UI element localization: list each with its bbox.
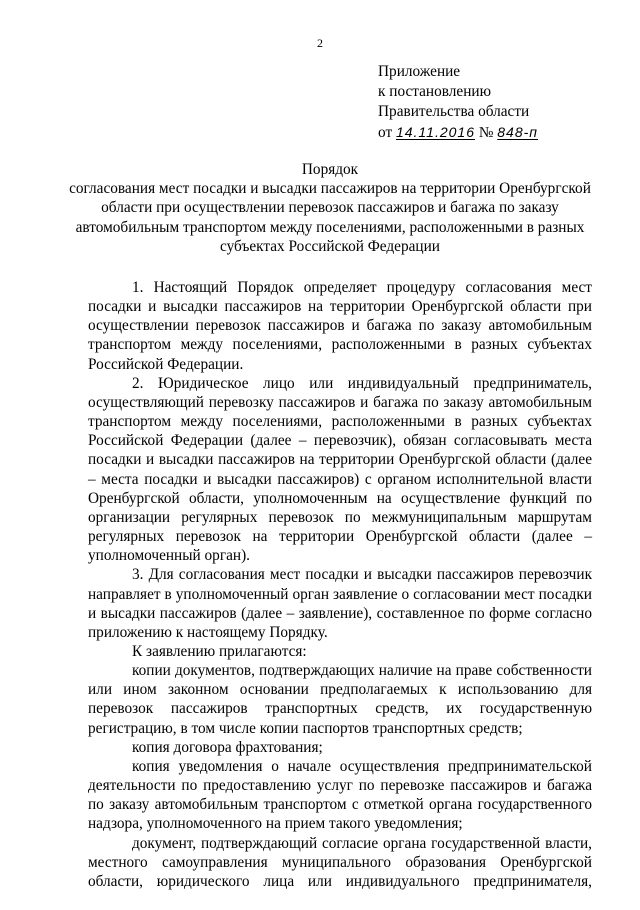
document-title <box>60 160 600 256</box>
paragraph-2: 2. Юридическое лицо или индивидуальный предприниматель, осуществляющий перевозку пассажиров и багажа по заказу автомобильным транспортом между поселениями, расположенными в разных субъектах Российской Федерации (далее – перевозчик), обязан согласовывать места посадки и высадки пассажиров на территории Оренбургской области (далее – места посадки и высадки пассажиров) с органом исполнительной власти Оренбургской области, уполномоченным на осуществление функций по организации регулярных перевозок по межмуниципальным маршрутам регулярных перевозок на территории Оренбургской области (далее – уполномоченный орган). <box>88 374 592 565</box>
page-number: 2 <box>317 36 323 50</box>
handwritten-date: 14.11.2016 <box>395 124 475 140</box>
title-subtitle: согласования мест посадки и высадки пассажиров на территории Оренбургской области при осуществлении перевозок пассажиров и багажа по заказу автомобильным транспортом между поселениями, расположенными в разных субъектах Российской Федерации <box>69 180 591 255</box>
paragraph-3: 3. Для согласования мест посадки и высадки пассажиров перевозчик направляет в уполномоченный орган заявление о согласовании мест посадки и высадки пассажиров (далее – заявление), составленное по форме согласно приложению к настоящему Порядку. <box>88 566 592 641</box>
appendix-line-1: Приложение <box>378 63 461 80</box>
attachment-item-1: копии документов, подтверждающих наличие на праве собственности или ином законном основании предполагаемых к использованию для перевозок пассажиров транспортных средств, их государственную регистрацию, в том числе копии паспортов транспортных средств; <box>88 662 592 737</box>
appendix-block <box>378 62 628 143</box>
attachment-item-2: копия договора фрахтования; <box>132 738 323 756</box>
paragraph-1: 1. Настоящий Порядок определяет процедуру согласования мест посадки и высадки пассажиров на территории Оренбургской области при осуществлении перевозок пассажиров и багажа по заказу автомобильным транспортом между поселениями, расположенными в разных субъектах Российской Федерации. <box>88 279 592 373</box>
number-prefix: № <box>478 124 494 141</box>
attachments-intro: К заявлению прилагаются: <box>132 642 307 660</box>
appendix-date-line <box>378 122 628 143</box>
appendix-line-2: к постановлению <box>378 83 492 100</box>
attachment-item-3: копия уведомления о начале осуществления предпринимательской деятельности по предоставлению услуг по перевозке пассажиров и багажа по заказу автомобильным транспортом с отметкой органа государственного надзора, уполномоченного на прием такого уведомления; <box>88 757 592 833</box>
title-heading: Порядок <box>301 161 359 178</box>
appendix-line-3: Правительства области <box>378 103 530 120</box>
date-prefix: от <box>378 124 393 141</box>
handwritten-number: 848-п <box>497 124 538 140</box>
attachment-item-4: документ, подтверждающий согласие органа государственной власти, местного самоуправления муниципального образования Оренбургской области, юридического лица или индивидуального предпринимателя, <box>88 834 592 890</box>
document-body <box>88 278 592 910</box>
